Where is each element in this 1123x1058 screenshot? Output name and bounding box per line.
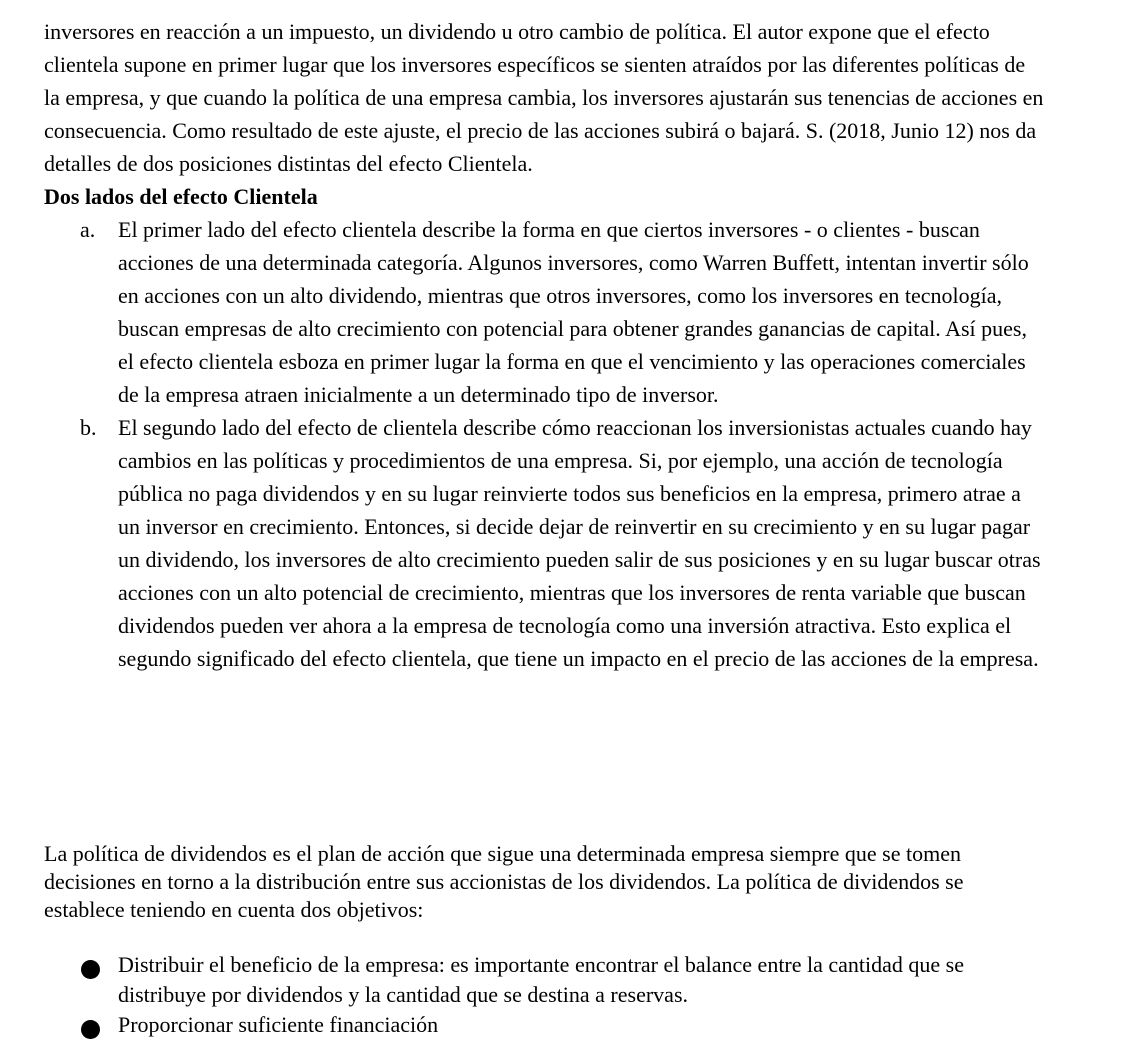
list-item bbox=[44, 1010, 1044, 1040]
bullet-icon bbox=[81, 1020, 100, 1039]
list-item-text: Distribuir el beneficio de la empresa: es importante encontrar el balance entre la cantidad que se distribuye por dividendos y la cantidad que se destina a reservas. bbox=[118, 952, 965, 1007]
dividend-policy-paragraph: La política de dividendos es el plan de acción que sigue una determinada empresa siempre que se tomen decisiones en torno a la distribución entre sus accionistas de los dividendos. La política de dividendos se establece teniendo en cuenta dos objetivos: bbox=[44, 841, 964, 922]
list-item-text: El segundo lado del efecto de clientela describe cómo reaccionan los inversionistas actuales cuando hay cambios en las políticas y procedimientos de una empresa. Si, por ejemplo, una acción de tecnología pública no paga dividendos y en su lugar reinvierte todos sus beneficios en la empresa, primero atrae a un inversor en crecimiento. Entonces, si decide dejar de reinvertir en su crecimiento y en su lugar pagar un dividendo, los inversores de alto crecimiento pueden salir de sus posiciones y en su lugar buscar otras acciones con un alto potencial de crecimiento, mientras que los inversores de renta variable que buscan dividendos pueden ver ahora a la empresa de tecnología como una inversión atractiva. Esto explica el segundo significado del efecto clientela, que tiene un impacto en el precio de las acciones de la empresa. bbox=[118, 415, 1041, 671]
intro-paragraph: inversores en reacción a un impuesto, un dividendo u otro cambio de política. El autor expone que el efecto clientela supone en primer lugar que los inversores específicos se sienten atraídos por las diferentes políticas de la empresa, y que cuando la política de una empresa cambia, los inversores ajustarán sus tenencias de acciones en consecuencia. Como resultado de este ajuste, el precio de las acciones subirá o bajará. S. (2018, Junio 12) nos da detalles de dos posiciones distintas del efecto Clientela. bbox=[44, 19, 1044, 176]
list-item bbox=[44, 950, 1044, 1010]
clientela-list bbox=[44, 213, 1044, 675]
objectives-list bbox=[44, 950, 1044, 1040]
list-item-text: El primer lado del efecto clientela describe la forma en que ciertos inversores - o clientes - buscan acciones de una determinada categoría. Algunos inversores, como Warren Buffett, intentan invertir sólo en acciones con un alto dividendo, mientras que otros inversores, como los inversores en tecnología, buscan empresas de alto crecimiento con potencial para obtener grandes ganancias de capital. Así pues, el efecto clientela esboza en primer lugar la forma en que el vencimiento y las operaciones comerciales de la empresa atraen inicialmente a un determinado tipo de inversor. bbox=[118, 217, 1029, 407]
list-item bbox=[44, 411, 1044, 675]
list-item bbox=[44, 213, 1044, 411]
list-marker: a. bbox=[80, 217, 96, 242]
document-page bbox=[44, 15, 1044, 1037]
list-item-text: Proporcionar suficiente financiación bbox=[118, 1012, 439, 1037]
section-heading: Dos lados del efecto Clientela bbox=[44, 184, 318, 209]
list-marker: b. bbox=[80, 415, 97, 440]
bullet-icon bbox=[81, 960, 100, 979]
